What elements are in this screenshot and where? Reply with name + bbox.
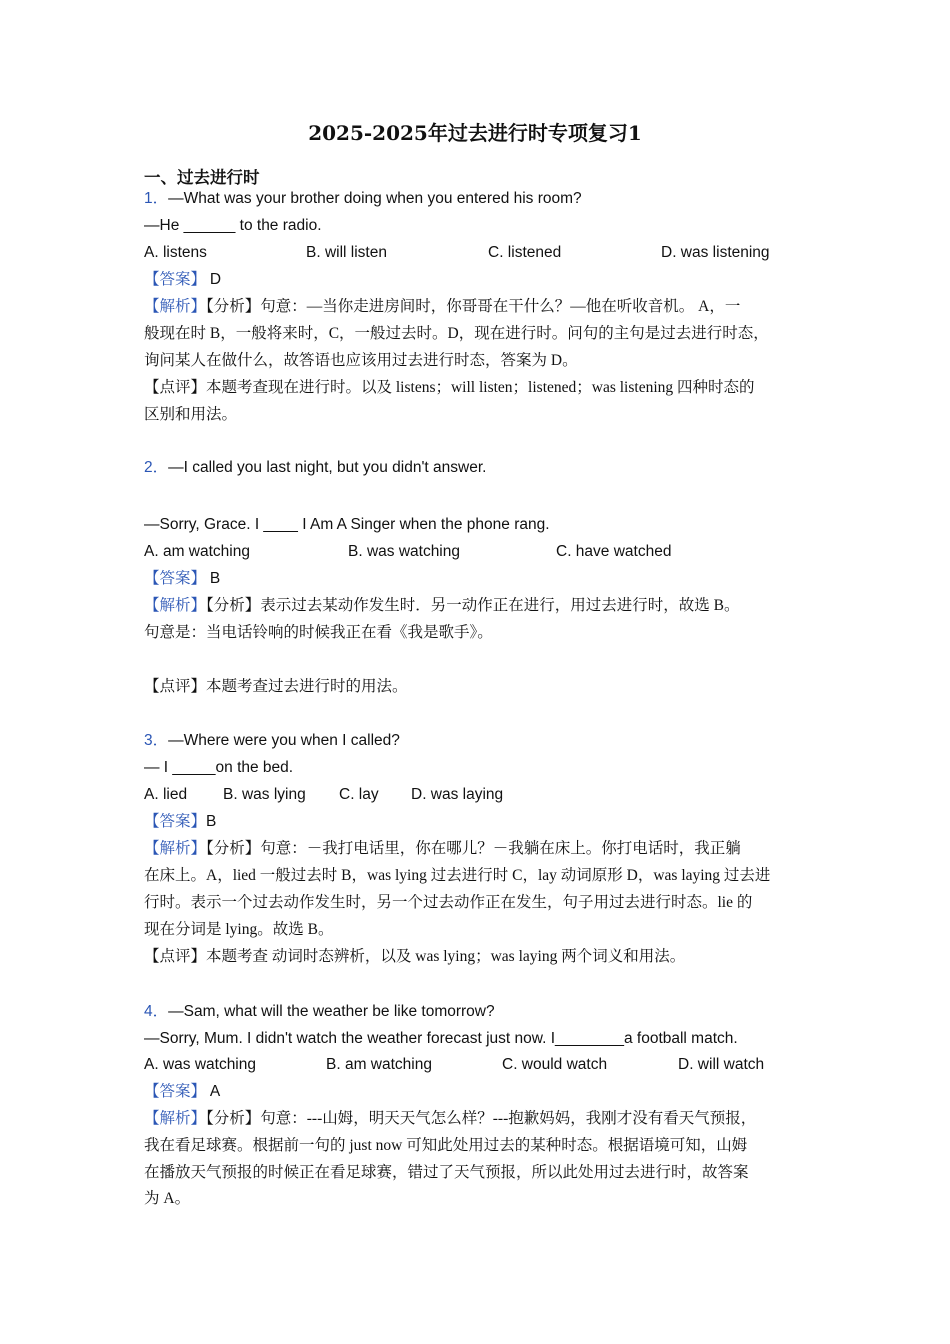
question-text: —What was your brother doing when you entered his room? xyxy=(168,190,582,207)
question-1-stem xyxy=(144,189,582,209)
question-number: 2． xyxy=(144,459,169,476)
analysis-text: 为 A。 xyxy=(144,1190,191,1207)
option-c: C. listened xyxy=(488,244,562,261)
comment-text: 【点评】本题考查过去进行时的用法。 xyxy=(144,678,408,695)
question-3-line2: — I _____on the bed. xyxy=(144,759,294,776)
answer-line xyxy=(144,812,216,832)
question-1-line2: —He ______ to the radio. xyxy=(144,217,322,234)
answer-line xyxy=(144,569,220,589)
question-2-line2: —Sorry, Grace. I ____ I Am A Singer when the phone rang. xyxy=(144,516,550,533)
question-4-stem xyxy=(144,1002,495,1022)
question-2-stem xyxy=(144,458,486,478)
question-4-line2: —Sorry, Mum. I didn't watch the weather forecast just now. I________a football match. xyxy=(144,1030,738,1047)
page-title: 2025-2025年过去进行时专项复习1 xyxy=(308,121,642,145)
option-c: C. lay xyxy=(339,786,379,803)
option-a: A. lied xyxy=(144,786,188,803)
analysis-text: 在播放天气预报的时候正在看足球赛，错过了天气预报，所以此处用过去进行时，故答案 xyxy=(144,1164,749,1181)
answer-value: B xyxy=(206,813,217,830)
analysis-tag: 【解析】 xyxy=(144,298,207,315)
analysis-text: 在床上。A，lied 一般过去时 B，was lying 过去进行时 C，lay 动词原形 D，was laying 过去进 xyxy=(144,867,771,884)
question-text: —Sam, what will the weather be like tomorrow? xyxy=(168,1003,495,1020)
question-text: —Where were you when I called? xyxy=(168,732,400,749)
analysis-line xyxy=(144,596,739,616)
comment-text: 【点评】本题考查现在进行时。以及 listens；will listen；listened；was listening 四种时态的 xyxy=(144,379,755,396)
answer-line xyxy=(144,270,221,290)
analysis-text: 般现在时 B，一般将来时，C，一般过去时。D，现在进行时。问句的主句是过去进行时态， xyxy=(144,325,769,342)
option-a: A. was watching xyxy=(144,1056,256,1073)
answer-tag: 【答案】 xyxy=(144,570,207,587)
answer-value: A xyxy=(209,1083,221,1100)
section-heading: 一、过去进行时 xyxy=(144,168,260,187)
option-c: C. have watched xyxy=(556,543,672,560)
option-d: D. was laying xyxy=(411,786,504,803)
answer-value: D xyxy=(209,271,222,288)
answer-value: B xyxy=(209,570,221,587)
answer-tag: 【答案】 xyxy=(144,813,207,830)
analysis-text: 句意是：当电话铃响的时候我正在看《我是歌手》。 xyxy=(144,624,493,641)
analysis-line xyxy=(144,1109,756,1129)
analysis-line xyxy=(144,839,741,859)
question-text: —I called you last night, but you didn't answer. xyxy=(168,459,487,476)
analysis-tag: 【解析】 xyxy=(144,1110,207,1127)
option-d: D. will watch xyxy=(678,1056,765,1073)
option-b: B. was watching xyxy=(348,543,460,560)
option-b: B. am watching xyxy=(326,1056,432,1073)
comment-text: 区别和用法。 xyxy=(144,406,238,423)
analysis-text: 行时。表示一个过去动作发生时，另一个过去动作正在发生，句子用过去进行时态。lie 的 xyxy=(144,894,753,911)
option-a: A. listens xyxy=(144,244,207,261)
question-number: 3． xyxy=(144,732,169,749)
option-c: C. would watch xyxy=(502,1056,608,1073)
analysis-text: 【分析】句意：—当你走进房间时，你哥哥在干什么？—他在听收音机。 A，一 xyxy=(206,298,741,315)
option-b: B. was lying xyxy=(223,786,306,803)
question-3-stem xyxy=(144,731,400,751)
answer-tag: 【答案】 xyxy=(144,271,207,288)
comment-text: 【点评】本题考查 动词时态辨析，以及 was lying；was laying 两个词义和用法。 xyxy=(144,948,686,965)
option-a: A. am watching xyxy=(144,543,250,560)
analysis-text: 现在分词是 lying。故选 B。 xyxy=(144,921,334,938)
answer-line xyxy=(144,1082,220,1102)
analysis-text: 【分析】句意：---山姆，明天天气怎么样？---抱歉妈妈，我刚才没有看天气预报， xyxy=(206,1110,757,1127)
answer-tag: 【答案】 xyxy=(144,1083,207,1100)
analysis-text: 【分析】句意：－我打电话里，你在哪儿？－我躺在床上。你打电话时，我正躺 xyxy=(206,840,741,857)
analysis-text: 询问某人在做什么，故答语也应该用过去进行时态，答案为 D。 xyxy=(144,352,578,369)
option-b: B. will listen xyxy=(306,244,387,261)
option-d: D. was listening xyxy=(661,244,770,261)
question-number: 1． xyxy=(144,190,169,207)
analysis-line xyxy=(144,297,740,317)
analysis-tag: 【解析】 xyxy=(144,840,207,857)
question-number: 4． xyxy=(144,1003,169,1020)
analysis-text: 【分析】表示过去某动作发生时．另一动作正在进行，用过去进行时，故选 B。 xyxy=(206,597,740,614)
analysis-tag: 【解析】 xyxy=(144,597,207,614)
analysis-text: 我在看足球赛。根据前一句的 just now 可知此处用过去的某种时态。根据语境可知，山姆 xyxy=(144,1137,748,1154)
